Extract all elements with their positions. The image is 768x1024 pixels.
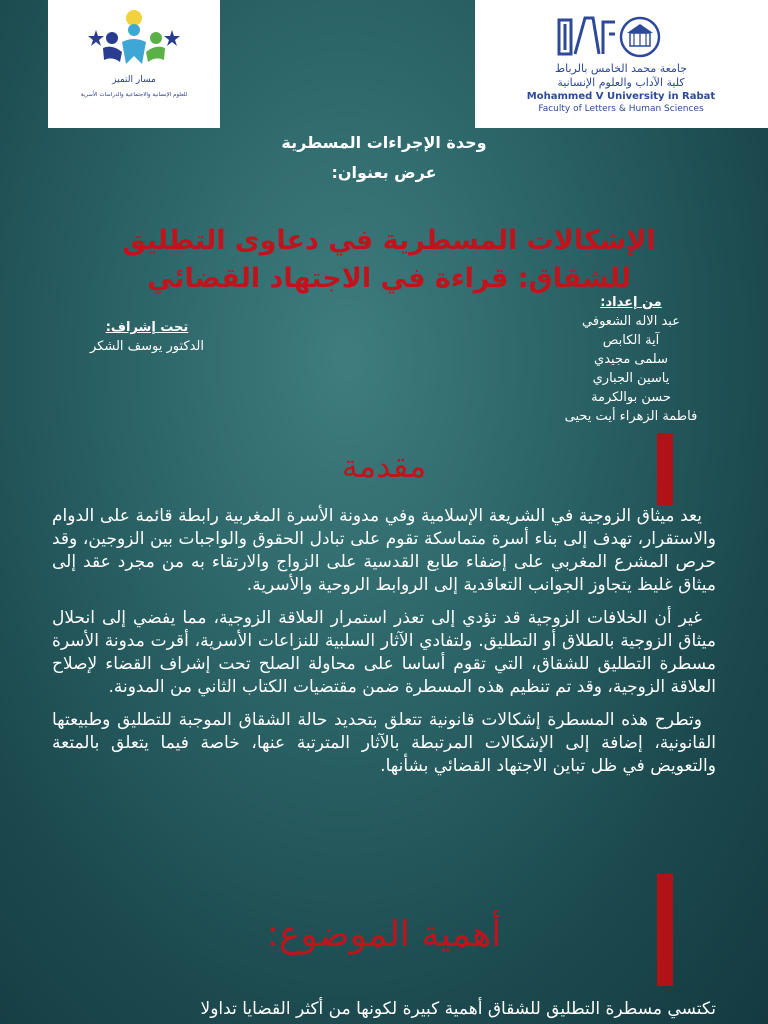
course-unit-title: وحدة الإجراءات المسطرية: [281, 133, 487, 152]
presentation-title: الإشكالات المسطرية في دعاوى التطليق للشقاق: قراءة في الاجتهاد القضائي: [122, 225, 656, 294]
importance-slide: [0, 874, 768, 1024]
author-name: حسن بوالكرمة: [591, 390, 671, 405]
logo-right-english-line1: Mohammed V University in Rabat: [526, 91, 716, 102]
prepared-by-header: من إعداد:: [600, 295, 662, 310]
mohammed-v-university-logo: [475, 0, 768, 128]
people-emblem-icon: [48, 0, 220, 128]
importance-body: تكتسي مسطرة التطليق للشقاق أهمية كبيرة لكونها من أكثر القضايا تداولا: [200, 999, 716, 1019]
logo-left-title: مسار التميز: [112, 75, 156, 85]
introduction-title: مقدمة: [341, 447, 427, 485]
logo-right-arabic-line1: جامعة محمد الخامس بالرباط: [554, 62, 688, 75]
author-name: ياسين الجباري: [592, 371, 670, 386]
author-name: سلمى مجيدي: [594, 352, 668, 367]
author-name: عبد الاله الشعوفي: [582, 314, 680, 329]
author-name: فاطمة الزهراء أيت يحيى: [564, 409, 698, 424]
paragraph: غير أن الخلافات الزوجية قد تؤدي إلى تعذر استمرار العلاقة الزوجية، مما يفضي إلى انحلال ميثاق الزوجية بالطلاق أو التطليق. ولتفادي الآثار السلبية للنزاعات الأسرية، أقرت مدونة الأسرة مسطرة التطليق للشقاق، التي تقوم أساسا على محاولة الصلح تحت إشراف القضاء لإصلاح العلاقة الزوجية، وقد تم تنظيم هذه المسطرة ضمن مقتضيات الكتاب الثاني من المدونة.: [52, 608, 716, 697]
introduction-slide: [0, 433, 768, 873]
presentation-label: عرض بعنوان:: [331, 163, 437, 182]
logo-left-subtitle: للعلوم الإنسانية والاجتماعية والدراسات الأسرية: [80, 92, 188, 98]
supervisor-name: الدكتور يوسف الشكر: [90, 339, 204, 354]
title-slide: [0, 0, 768, 432]
logo-right-arabic-line2: كلية الآداب والعلوم الإنسانية: [557, 76, 685, 89]
university-emblem-icon: [475, 0, 768, 128]
logo-right-english-line2: Faculty of Letters & Human Sciences: [538, 104, 704, 114]
prepared-by-block: [526, 293, 736, 426]
excellence-path-logo: [48, 0, 220, 128]
introduction-body: [52, 505, 716, 788]
paragraph: يعد ميثاق الزوجية في الشريعة الإسلامية وفي مدونة الأسرة المغربية رابطة قائمة على الدوام والاستقرار، تهدف إلى بناء أسرة متماسكة تقوم على تبادل الحقوق والواجبات بين الزوجين، وقد حرص المشرع المغربي على إضفاء طابع القدسية على الزواج والارتقاء به من مجرد عقد إلى ميثاق غليظ يتجاوز الجوانب التعاقدية إلى الروابط الروحية والأسرية.: [52, 506, 716, 595]
importance-title: أهمية الموضوع:: [266, 914, 502, 955]
author-name: آية الكابص: [602, 333, 660, 348]
paragraph: وتطرح هذه المسطرة إشكالات قانونية تتعلق بتحديد حالة الشقاق الموجبة للتطليق وطبيعتها القانونية، إضافة إلى الإشكالات المرتبطة بالآثار المترتبة عنها، خاصة فيما يتعلق بالمتعة والتعويض في ظل تباين الاجتهاد القضائي بشأنها.: [52, 710, 716, 776]
supervised-by-header: تحت إشراف:: [105, 320, 189, 335]
supervised-by-block: [62, 318, 232, 356]
